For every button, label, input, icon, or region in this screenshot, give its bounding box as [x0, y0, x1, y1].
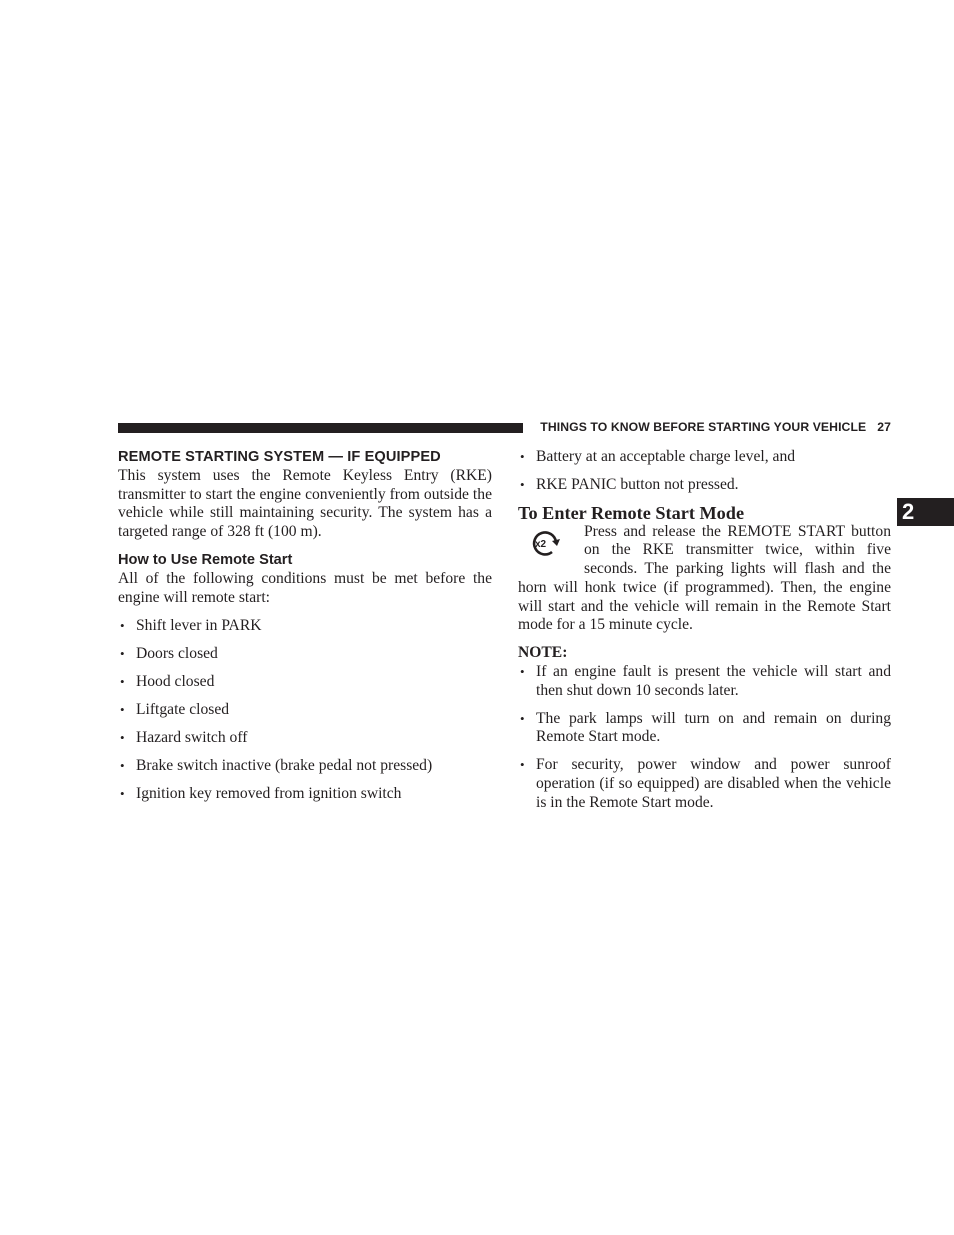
list-item: • Shift lever in PARK	[118, 617, 492, 636]
enter-remote-start-text: Press and release the REMOTE START button on the RKE transmitter twice, within five seconds. The parking lights will flash and the horn will honk twice (if programmed). Then, the engine will start and the vehicle will remain in the Remote Start mode for a 15 minute cycle.	[518, 522, 891, 634]
list-item: • Ignition key removed from ignition switch	[118, 785, 492, 804]
enter-remote-start-block	[518, 523, 891, 635]
section-title: THINGS TO KNOW BEFORE STARTING YOUR VEHICLE	[540, 420, 867, 434]
list-item: • Brake switch inactive (brake pedal not pressed)	[118, 757, 492, 776]
list-item: • Doors closed	[118, 645, 492, 664]
subheading-how-to-use: How to Use Remote Start	[118, 551, 293, 568]
list-item: • The park lamps will turn on and remain on during Remote Start mode.	[518, 710, 891, 747]
list-item: • For security, power window and power sunroof operation (if so equipped) are disabled when the vehicle is in the Remote Start mode.	[518, 756, 891, 812]
left-column	[118, 448, 492, 803]
header-rule	[118, 423, 523, 433]
conditions-list	[118, 617, 492, 804]
list-item: • Liftgate closed	[118, 701, 492, 720]
list-item: • Hood closed	[118, 673, 492, 692]
remote-start-x2-icon	[518, 523, 584, 579]
section-heading: REMOTE STARTING SYSTEM — IF EQUIPPED	[118, 449, 441, 465]
running-header	[533, 420, 891, 434]
chapter-tab: 2	[897, 498, 954, 526]
list-item: • If an engine fault is present the vehicle will start and then shut down 10 seconds later.	[518, 663, 891, 700]
list-item: • RKE PANIC button not pressed.	[518, 476, 891, 495]
conditions-list-continued	[518, 448, 891, 495]
enter-remote-start-heading: To Enter Remote Start Mode	[518, 503, 745, 523]
note-label: NOTE:	[518, 644, 568, 662]
list-item: • Battery at an acceptable charge level, and	[518, 448, 891, 467]
list-item: • Hazard switch off	[118, 729, 492, 748]
conditions-intro: All of the following conditions must be met before the engine will remote start:	[118, 569, 492, 606]
right-column	[518, 448, 891, 812]
notes-list	[518, 663, 891, 813]
intro-paragraph: This system uses the Remote Keyless Entry (RKE) transmitter to start the engine conveniently from outside the vehicle while still maintaining security. The system has a targeted range of 328 ft (100 m).	[118, 467, 492, 541]
page-number: 27	[877, 420, 891, 434]
remote-start-x2-label: x2	[535, 538, 547, 550]
